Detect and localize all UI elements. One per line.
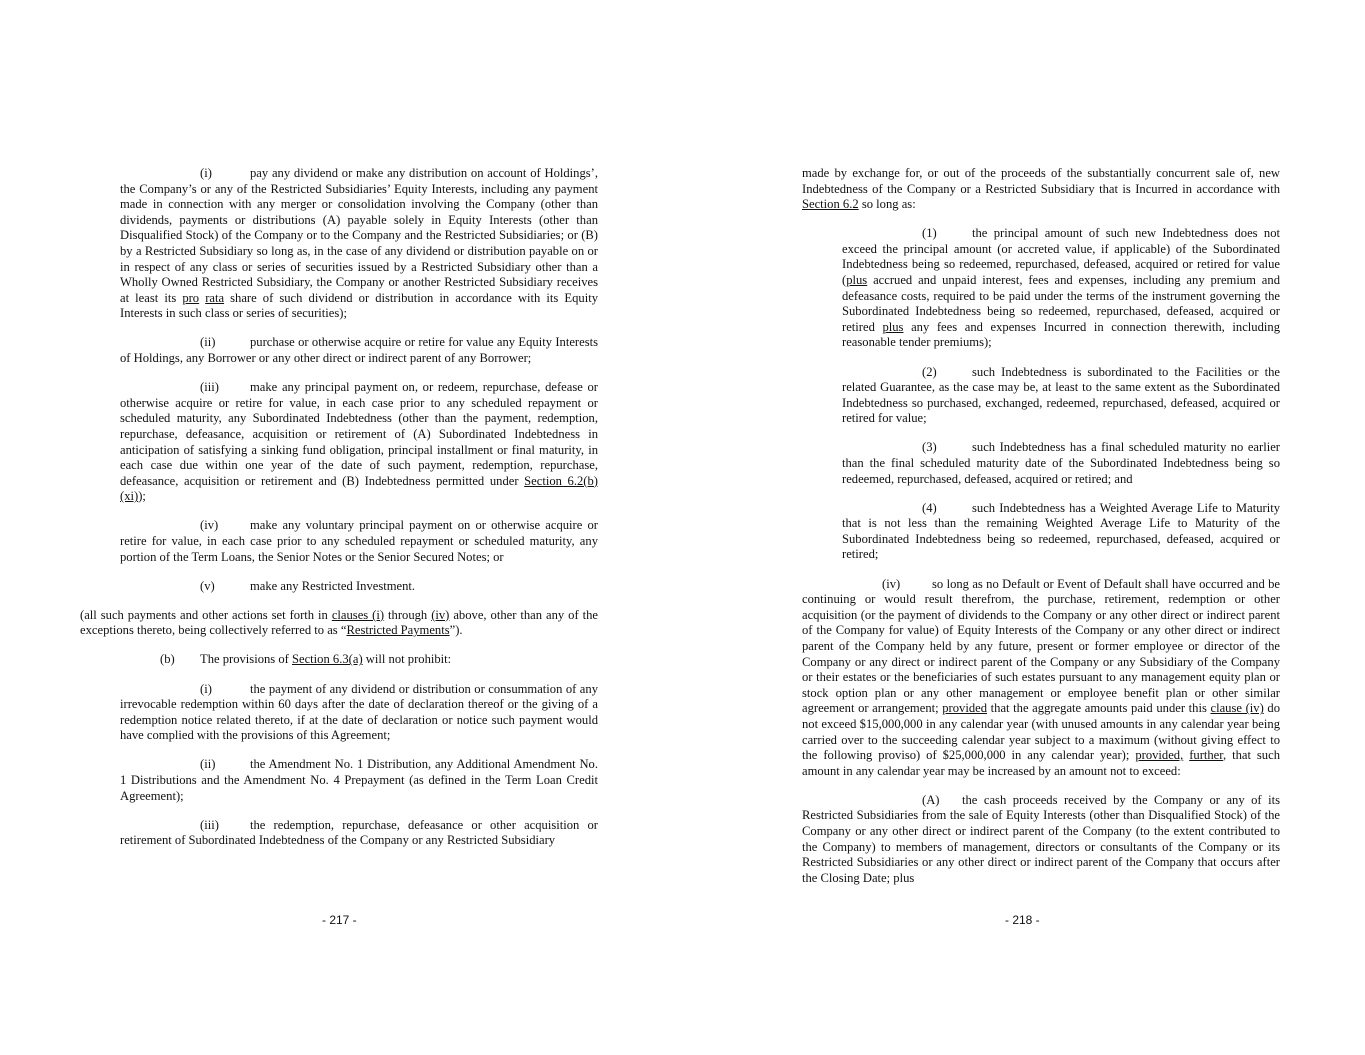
clause-label: (4) [922, 500, 937, 515]
section-reference: Section 6.3(a) [292, 652, 363, 667]
clause-label: (1) [922, 226, 937, 241]
clause-label: (i) [200, 681, 212, 696]
restricted-payments-definition: (all such payments and other actions set forth in clauses (i) through (iv) above, other than any of the exceptions thereto, being collectively referred to as “Restricted Payments”). [80, 607, 599, 638]
clause-label: (2) [922, 364, 937, 379]
section-reference: Section 6.2(b)(xi) [120, 473, 598, 504]
clause-label: (ii) [200, 335, 216, 350]
clause-a-i: (i) pay any dividend or make any distribution on account of Holdings’, the Company’s or any of the Restricted Subsidiaries’ Equity Interests, including any payment made in connection with any merger or consolidation involving the Company (other than dividends, payments or distributions (A) payable solely in Equity Interests (other than Disqualified Stock) of the Company or to the Company and the Restricted Subsidiaries; or (B) by a Restricted Subsidiary so long as, in the case of any dividend or distribution payable on or in respect of any class or series of securities issued by a Restricted Subsidiary other than a Wholly Owned Restricted Subsidiary, the Company or another Restricted Subsidiary receives at least its pro rata share of such dividend or distribution in accordance with its Equity Interests in such class or series of securities); [120, 166, 598, 321]
clause-b-iii: (iii) the redemption, repurchase, defeasance or other acquisition or retirement of Subordinated Indebtedness of the Company or any Restricted Subsidiary [120, 817, 598, 848]
page-number: - 218 - [1005, 913, 1040, 927]
clause-b-iv: (iv) so long as no Default or Event of Default shall have occurred and be continuing or would result therefrom, the purchase, retirement, redemption or other acquisition (or the payment of dividends to the Company or any other direct or indirect parent of the Company for value) of Equity Interests of the Company or any other direct or indirect parent of the Company held by any future, present or former employee or director of the Company or any direct or indirect parent of the Company or any Subsidiary of the Company or their estates or the beneficiaries of such estates pursuant to any management equity plan or stock option plan or any other management or employee benefit plan or other similar agreement or arrangement; provided that the aggregate amounts paid under this clause (iv) do not exceed $15,000,000 in any calendar year (with unused amounts in any calendar year being carried over to the succeeding calendar year subject to a maximum (without giving effect to the following proviso) of $25,000,000 in any calendar year); provided, further, that such amount in any calendar year may be increased by an amount not to exceed: [802, 576, 1280, 778]
subclause-4: (4) such Indebtedness has a Weighted Average Life to Maturity that is not less than the remaining Weighted Average Life to Maturity of the Subordinated Indebtedness being so redeemed, repurchased, defeased, acquired or retired; [842, 500, 1280, 562]
section-reference: Section 6.2 [802, 197, 859, 212]
page-number: - 217 - [322, 913, 357, 927]
subclause-2: (2) such Indebtedness is subordinated to the Facilities or the related Guarantee, as the case may be, at least to the same extent as the Subordinated Indebtedness so purchased, exchanged, redeemed, repurchased, defeased, acquired or retired for value; [842, 364, 1280, 426]
clause-a-iii: (iii) make any principal payment on, or redeem, repurchase, defease or otherwise acquire or retire for value, in each case prior to any scheduled repayment or scheduled maturity, any Subordinated Indebtedness (other than the payment, redemption, repurchase, defeasance, acquisition or retirement of (A) Subordinated Indebtedness in anticipation of satisfying a sinking fund obligation, principal installment or final maturity, in each case due within one year of the date of such payment, redemption, repurchase, defeasance, acquisition or retirement and (B) Indebtedness permitted under Section 6.2(b)(xi)); [120, 380, 598, 504]
clause-label: (iv) [882, 576, 901, 591]
clause-label: (i) [200, 166, 212, 180]
defined-term: Restricted Payments [346, 623, 450, 638]
clause-label: (ii) [200, 757, 216, 772]
clause-a-v: (v) make any Restricted Investment. [80, 579, 598, 595]
clause-b-i: (i) the payment of any dividend or distribution or consummation of any irrevocable redemption within 60 days after the date of declaration thereof or the giving of a redemption notice related thereto, if at the date of declaration or notice such payment would have complied with the provisions of this Agreement; [120, 681, 598, 743]
clause-label: (3) [922, 440, 937, 455]
clause-a-iv: (iv) make any voluntary principal payment on or otherwise acquire or retire for value, in each case prior to any scheduled repayment or scheduled maturity, any portion of the Term Loans, the Senior Notes or the Senior Secured Notes; or [120, 518, 598, 564]
clause-b-ii: (ii) the Amendment No. 1 Distribution, any Additional Amendment No. 1 Distributions and the Amendment No. 4 Prepayment (as defined in the Term Loan Credit Agreement); [120, 757, 598, 803]
subclause-3: (3) such Indebtedness has a final scheduled maturity no earlier than the final scheduled maturity date of the Subordinated Indebtedness being so redeemed, repurchased, defeased, acquired or retired; and [842, 440, 1280, 486]
clause-label: (b) [160, 652, 175, 667]
continuation-paragraph: made by exchange for, or out of the proceeds of the substantially concurrent sale of, new Indebtedness of the Company or a Restricted Subsidiary that is Incurred in accordance with Section 6.2 so long as: [802, 166, 1280, 212]
page-218 [802, 166, 1280, 900]
subclause-1: (1) the principal amount of such new Indebtedness does not exceed the principal amount (or accreted value, if applicable) of the Subordinated Indebtedness being so redeemed, repurchased, defeased, acquired or retired for value (plus accrued and unpaid interest, fees and expenses, including any premium and defeasance costs, required to be paid under the terms of the instrument governing the Subordinated Indebtedness being so redeemed, repurchased, defeased, acquired or retired plus any fees and expenses Incurred in connection therewith, including reasonable tender premiums); [842, 226, 1280, 350]
clause-label: (v) [200, 578, 215, 593]
clause-label: (iii) [200, 817, 219, 832]
clause-b: (b) The provisions of Section 6.3(a) will not prohibit: [80, 652, 598, 668]
subclause-A: (A) the cash proceeds received by the Company or any of its Restricted Subsidiaries from the sale of Equity Interests (other than Disqualified Stock) of the Company or any other direct or indirect parent of the Company (to the extent contributed to the Company) to members of management, directors or consultants of the Company or its Restricted Subsidiaries or any other direct or indirect parent of the Company that occurs after the Closing Date; plus [802, 792, 1280, 885]
page-217 [80, 166, 598, 862]
clause-label: (iv) [200, 518, 219, 533]
clause-label: (iii) [200, 380, 219, 395]
clause-a-ii: (ii) purchase or otherwise acquire or retire for value any Equity Interests of Holdings, any Borrower or any other direct or indirect parent of any Borrower; [120, 335, 598, 366]
clause-label: (A) [922, 792, 940, 807]
